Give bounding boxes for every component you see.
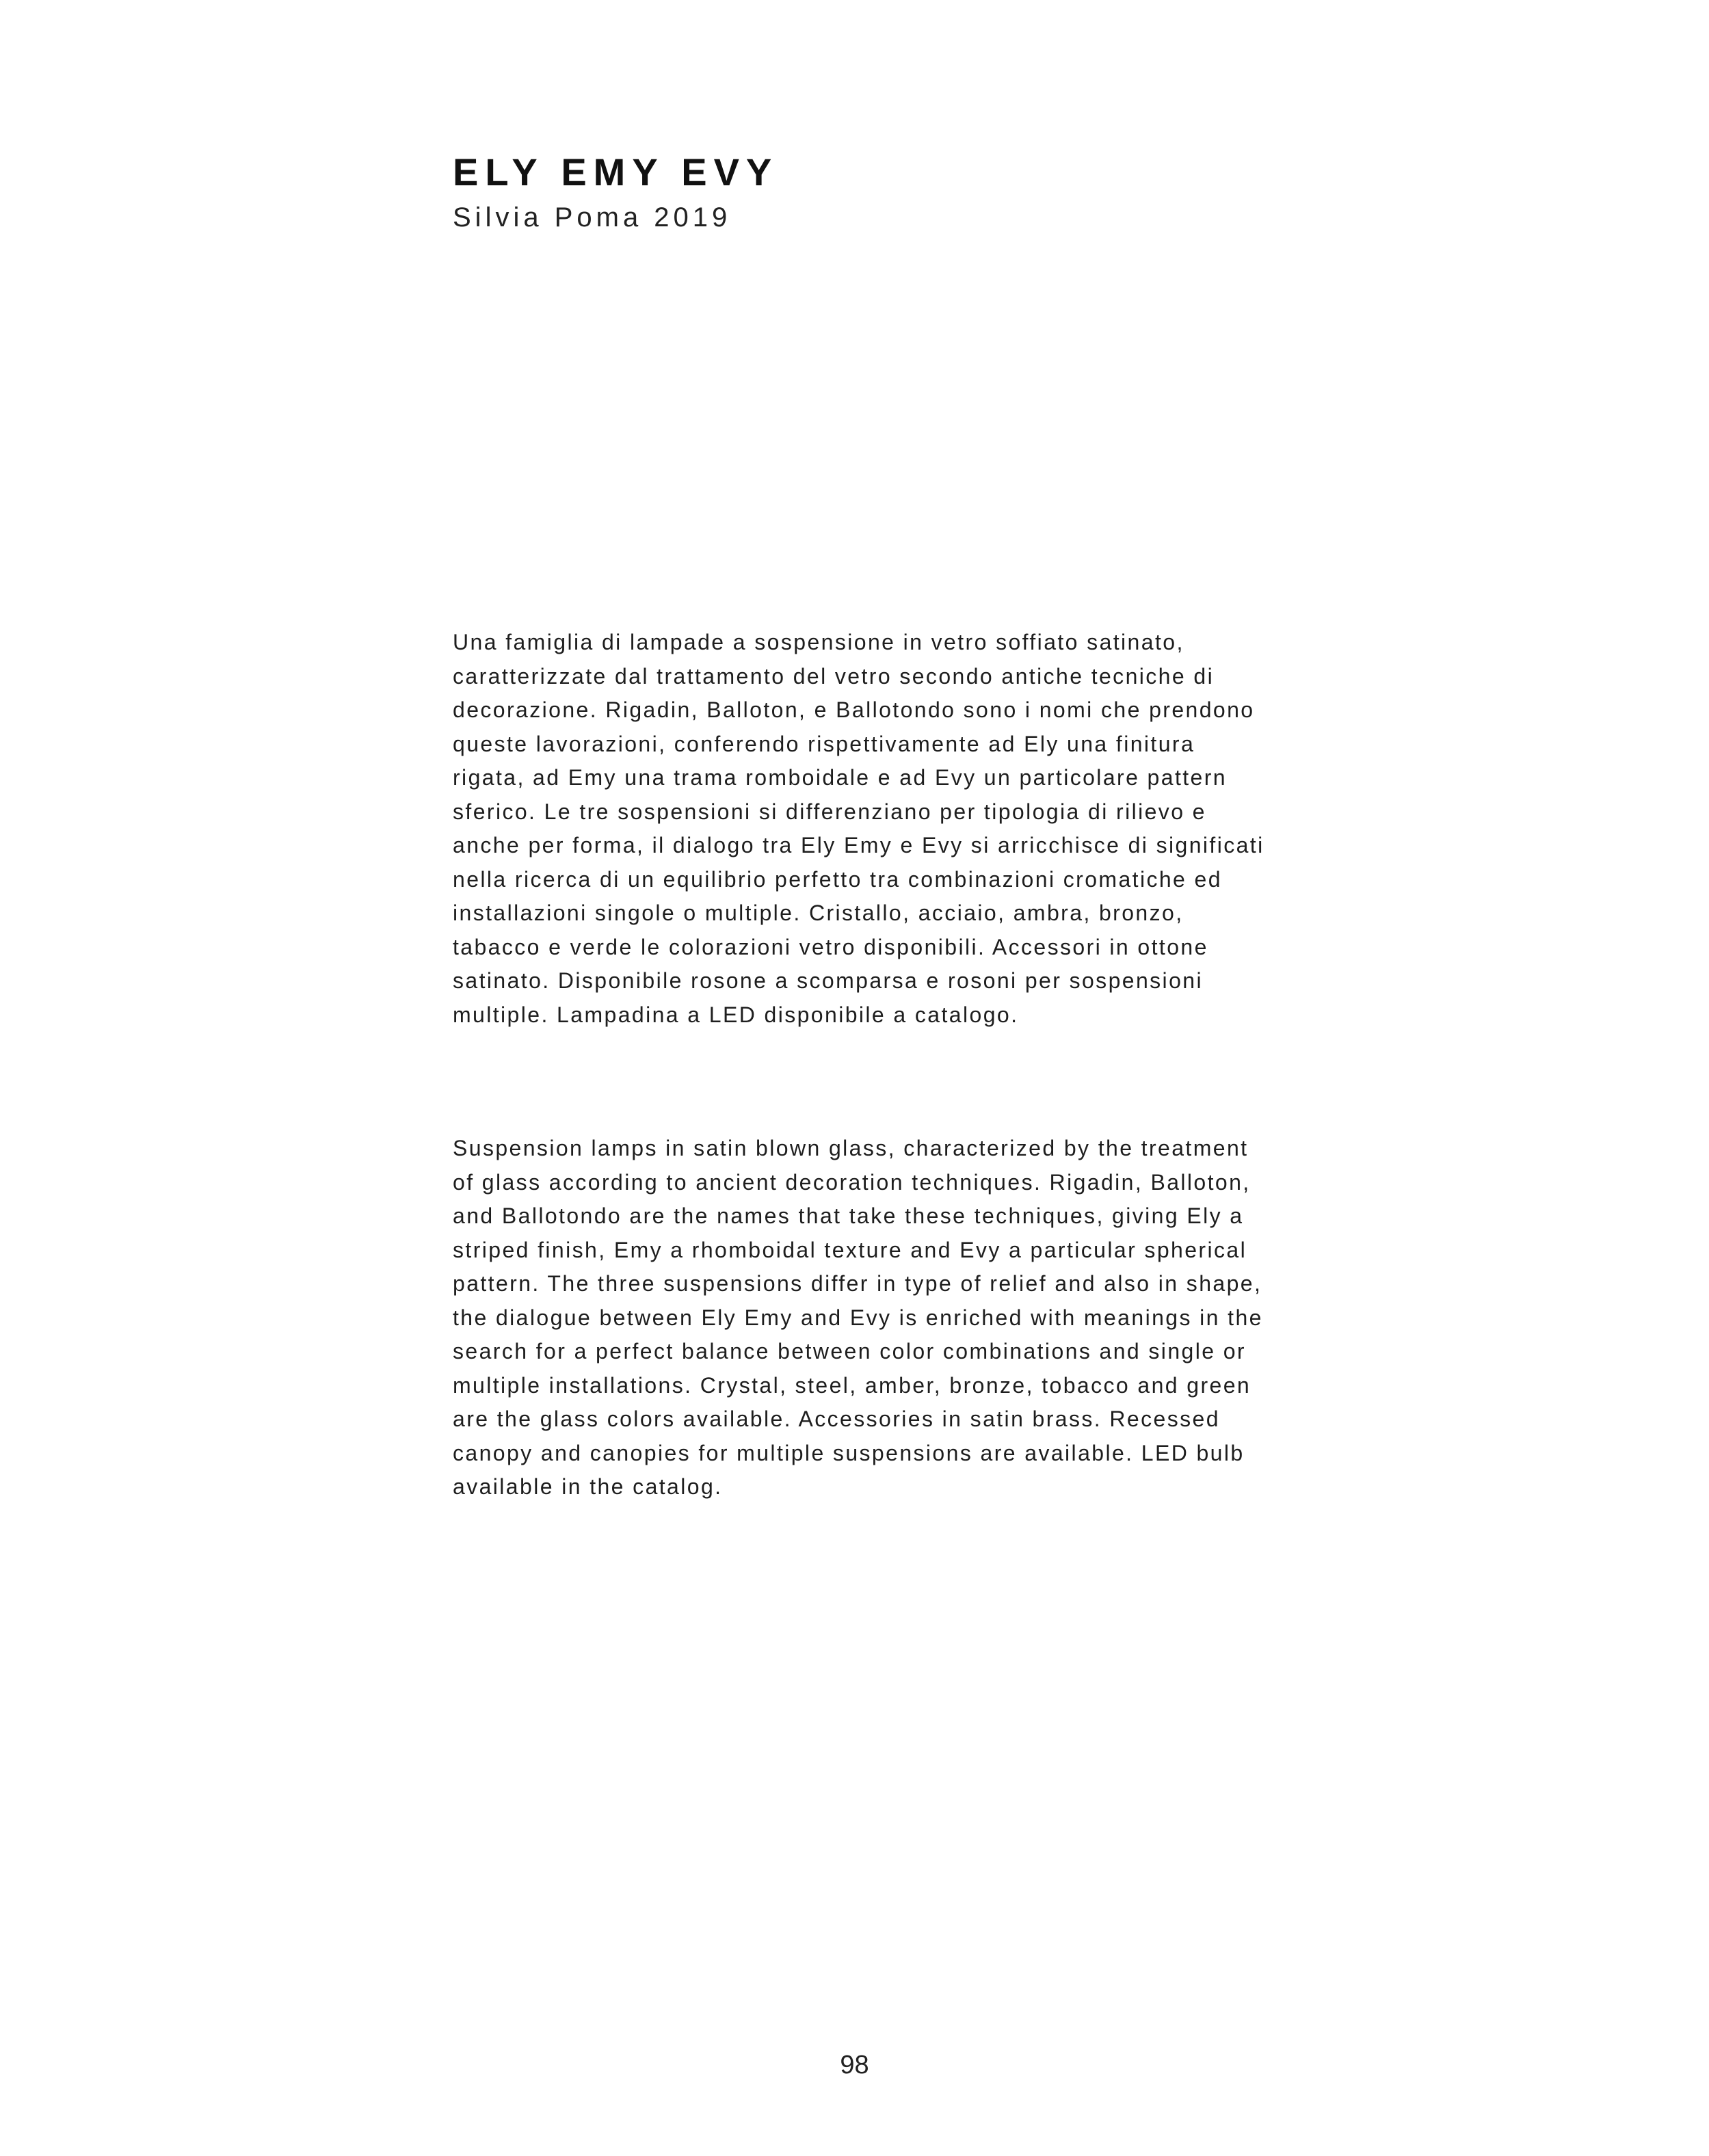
italian-description: Una famiglia di lampade a sospensione in vetro soffiato satinato, caratterizzate dal trattamento del vetro secondo antiche tecniche di decorazione. Rigadin, Balloton, e Ballotondo sono i nomi che prendono queste lavorazioni, conferendo rispettivamente ad Ely una finitura rigata, ad Emy una trama romboidale e ad Evy un particolare pattern sferico. Le tre sospensioni si differenziano per tipologia di rilievo e anche per forma, il dialogo tra Ely Emy e Evy si arricchisce di significati nella ricerca di un equilibrio perfetto tra combinazioni cromatiche ed installazioni singole o multiple. Cristallo, acciaio, ambra, bronzo, tabacco e verde le colorazioni vetro disponibili. Accessori in ottone satinato. Disponibile rosone a scomparsa e rosoni per sospensioni multiple. Lampadina a LED disponibile a catalogo.: [453, 630, 1264, 1027]
page-number: 98: [840, 2051, 869, 2079]
designer-year: Silvia Poma 2019: [453, 202, 732, 232]
product-title: ELY EMY EVY: [453, 150, 779, 194]
english-description: Suspension lamps in satin blown glass, characterized by the treatment of glass according to ancient decoration techniques. Rigadin, Balloton, and Ballotondo are the names that take these techniques, giving Ely a striped finish, Emy a rhomboidal texture and Evy a particular spherical pattern. The three suspensions differ in type of relief and also in shape, the dialogue between Ely Emy and Evy is enriched with meanings in the search for a perfect balance between color combinations and single or multiple installations. Crystal, steel, amber, bronze, tobacco and green are the glass colors available. Accessories in satin brass. Recessed canopy and canopies for multiple suspensions are available. LED bulb available in the catalog.: [453, 1136, 1263, 1499]
